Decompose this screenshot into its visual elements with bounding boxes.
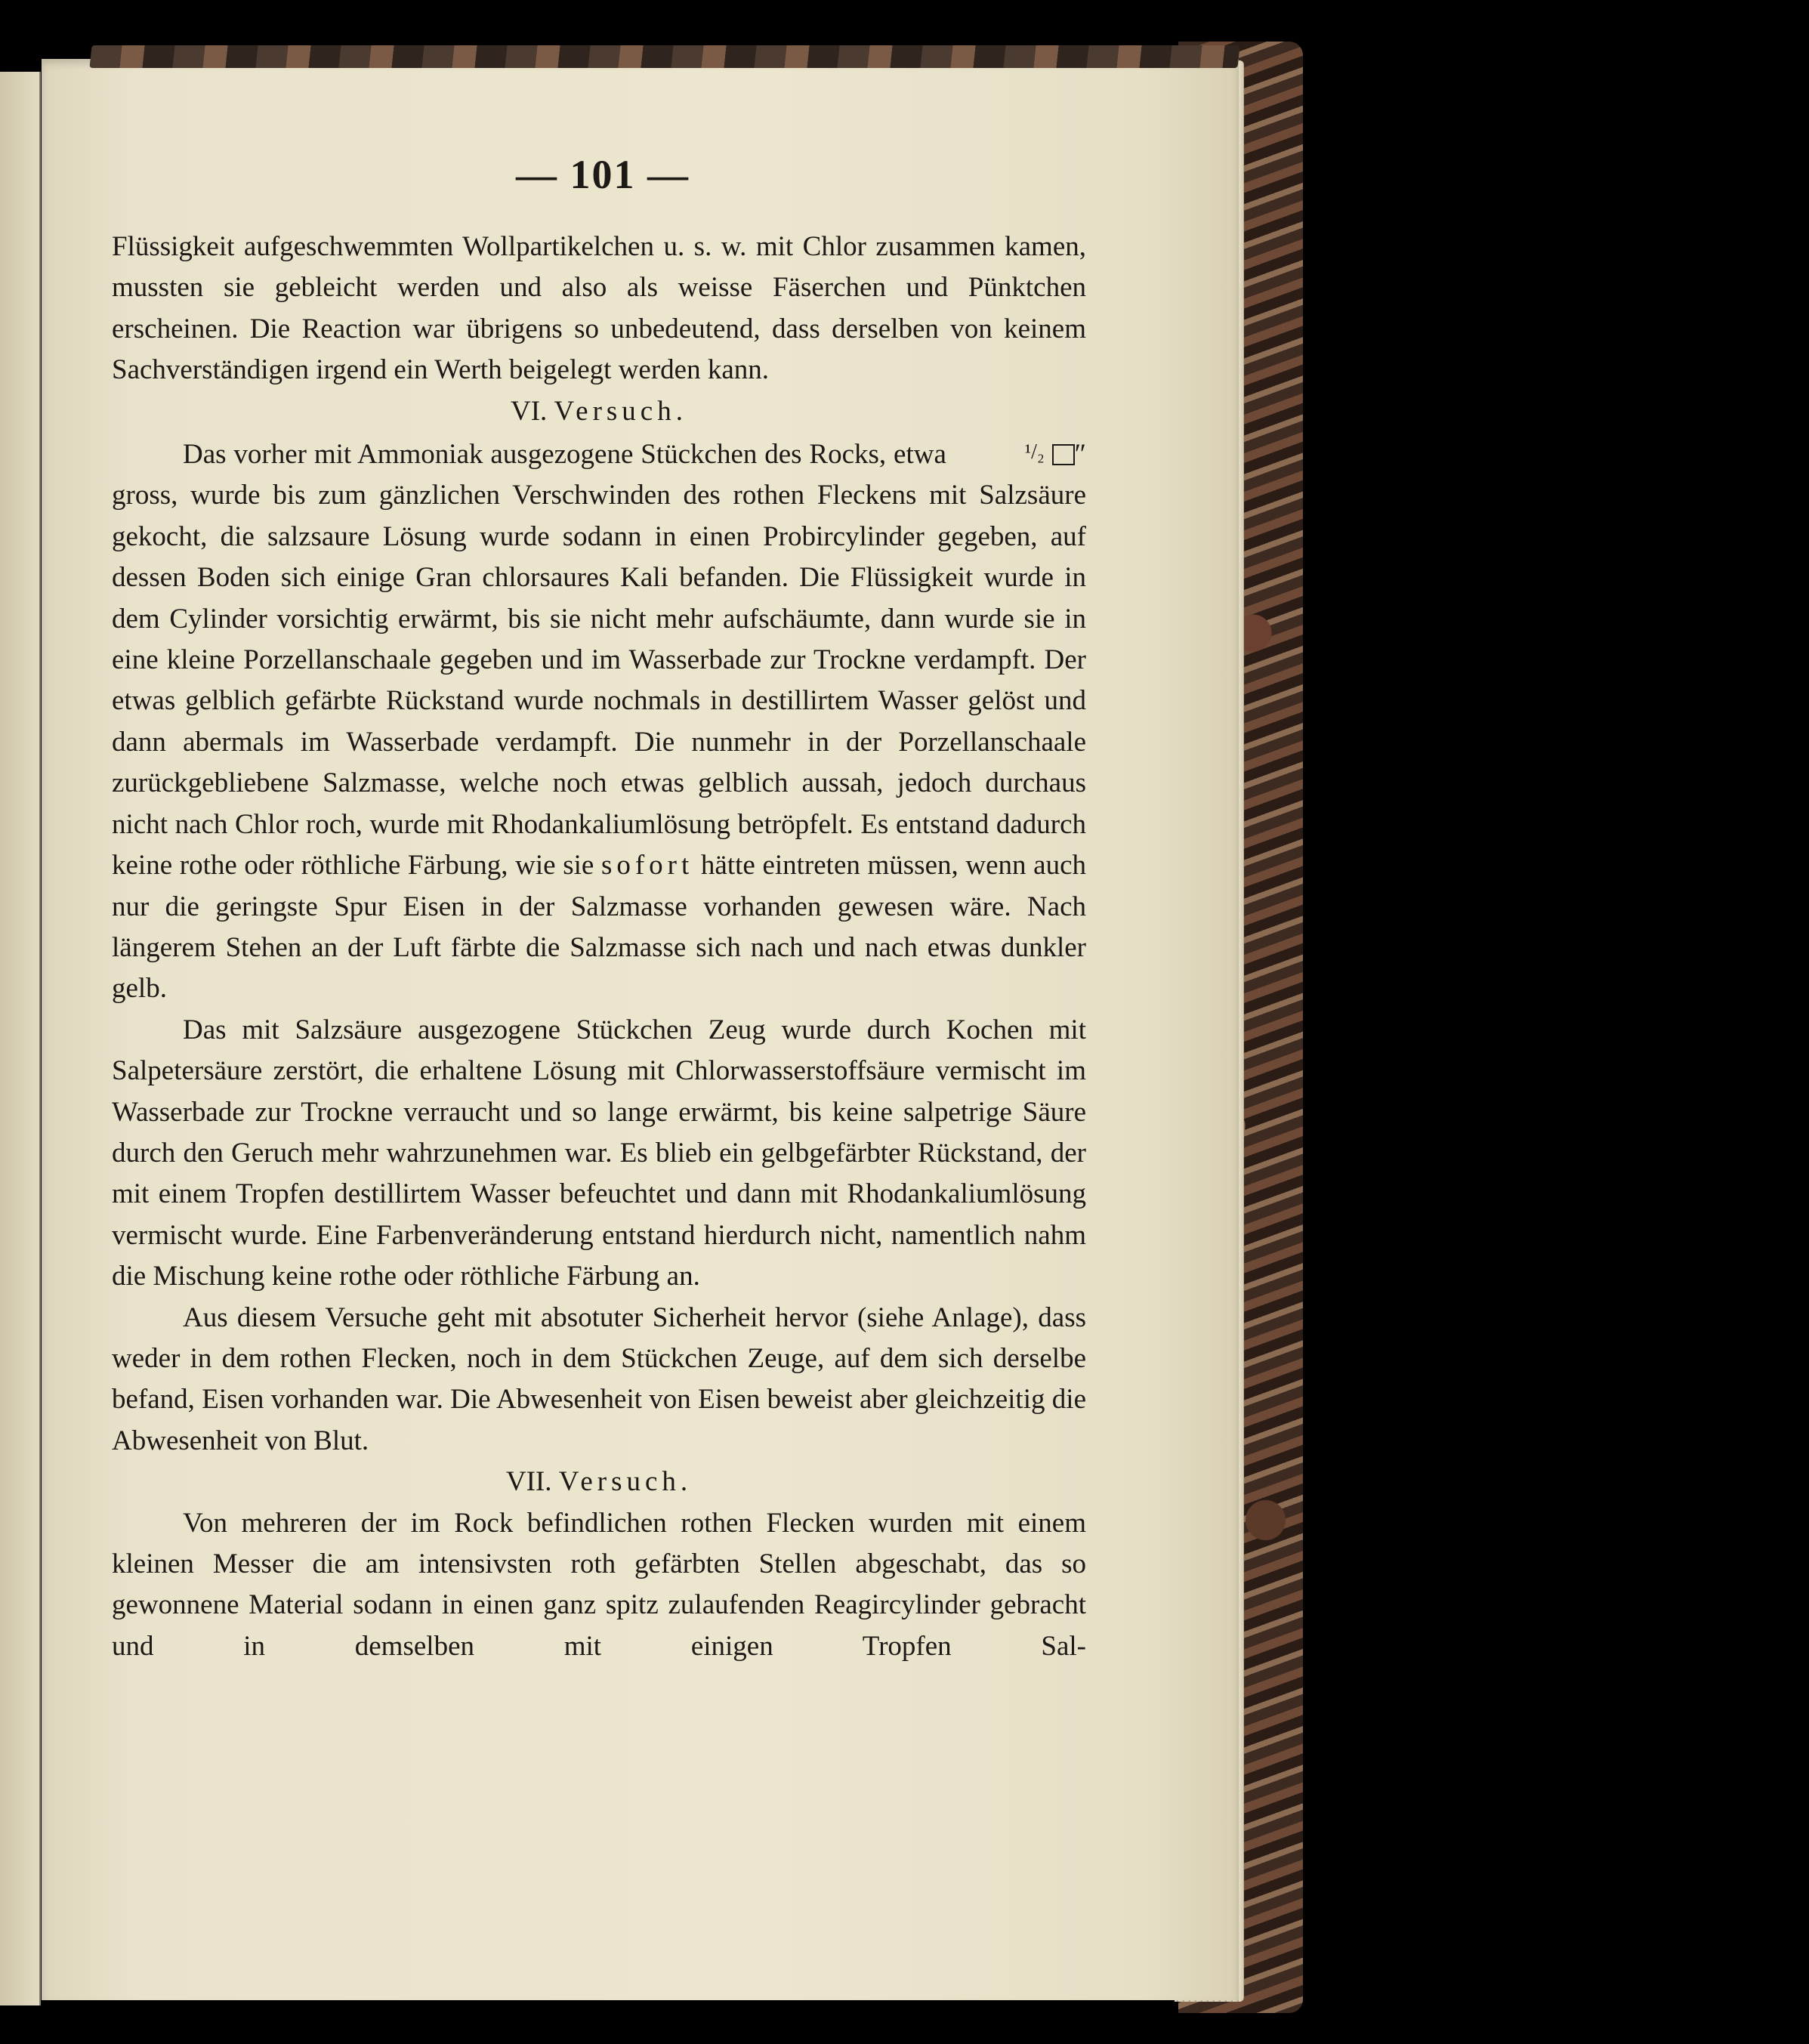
section-heading-vii xyxy=(112,1462,1086,1502)
page-top-edge xyxy=(89,45,1239,68)
paragraph-experiment-vi xyxy=(112,432,1086,1010)
paragraph-conclusion: Aus diesem Versuche geht mit absotuter Sicherheit hervor (siehe Anlage), dass weder in dem rothen Flecken, noch in dem Stückchen Zeuge, auf dem sich derselbe befand, Eisen vorhanden war. Die Abwesenheit von Eisen beweist aber gleichzeitig die Abwesenheit von Blut. xyxy=(112,1301,1086,1456)
paragraph-text: gross, wurde bis zum gänzlichen Verschwinden des rothen Fleckens mit Salzsäure gekocht, die salzsaure Lösung wurde sodann in einen Probircylinder gegeben, auf dessen Boden sich einige Gran chlorsaures Kali befanden. Die Flüssigkeit wurde in dem Cylinder vorsichtig erwärmt, bis sie nicht mehr aufschäumte, dann wurde sie in eine kleine Porzellanschaale gegeben und im Wasserbade zur Trockne verdampft. Der etwas gelblich gefärbte Rückstand wurde nochmals in destillirtem Wasser gelöst und dann abermals im Wasserbade verdampft. Die nunmehr in der Porzellanschaale zurückgebliebene Salzmasse, welche noch etwas gelblich aussah, jedoch durchaus nicht nach Chlor roch, wurde mit Rhodankaliumlösung betröpfelt. Es entstand dadurch keine rothe oder röthliche Färbung, wie sie xyxy=(112,480,1086,882)
emphasized-word: sofort xyxy=(600,850,694,882)
section-heading-vi xyxy=(112,391,1086,432)
heading-numeral: VII. xyxy=(505,1466,552,1498)
heading-numeral: VI. xyxy=(511,395,548,427)
square-symbol-icon xyxy=(1052,444,1075,465)
page-text xyxy=(112,151,1086,1667)
paragraph-cloth-test: Das mit Salzsäure ausgezogene Stückchen Zeug wurde durch Kochen mit Salpetersäure zerstört, die erhaltene Lösung mit Chlorwasserstoffsäure vermischt im Wasserbade zur Trockne verraucht und so lange erwärmt, bis keine salpetrige Säure durch den Geruch mehr wahrzunehmen war. Es blieb ein gelbgefärbter Rückstand, der mit einem Tropfen destillirtem Wasser befeuchtet und dann mit Rhodankaliumlösung vermischt wurde. Eine Farbenveränderung entstand hierdurch nicht, namentlich nahm die Mischung keine rothe oder röthliche Färbung an. xyxy=(112,1014,1086,1292)
page-number: — 101 — xyxy=(516,152,690,197)
inch-mark: ″ xyxy=(1074,439,1087,471)
heading-word: Versuch. xyxy=(554,395,687,427)
paragraph-text: Das vorher mit Ammoniak ausgezogene Stückchen des Rocks, etwa xyxy=(183,439,946,471)
heading-word: Versuch. xyxy=(558,1466,693,1498)
paragraph-experiment-vii: Von mehreren der im Rock befindlichen rothen Flecken wurden mit einem kleinen Messer die am intensivsten roth gefärbten Stellen abgeschabt, das so gewonnene Material sodann in einen ganz spitz zulaufenden Reagircylinder gebracht und in demselben mit einigen Tropfen Sal- xyxy=(112,1507,1086,1662)
fraction-half: ¹/₂ xyxy=(1024,440,1045,465)
previous-page-edge xyxy=(0,72,41,2005)
paragraph-continuation: Flüssigkeit aufgeschwemmten Wollpartikelchen u. s. w. mit Chlor zusammen kamen, mussten sie gebleicht werden und also als weisse Fäserchen und Pünktchen erscheinen. Die Reaction war übrigens so unbedeutend, dass derselben von keinem Sachverständigen irgend ein Werth beigelegt werden kann. xyxy=(112,231,1086,386)
paragraph-text: hätte eintreten müssen, wenn auch nur die geringste Spur Eisen in der Salzmasse vorhanden gewesen wäre. Nach längerem Stehen an der Luft färbte die Salzmasse sich nach und nach etwas dunkler gelb. xyxy=(112,850,1087,1005)
